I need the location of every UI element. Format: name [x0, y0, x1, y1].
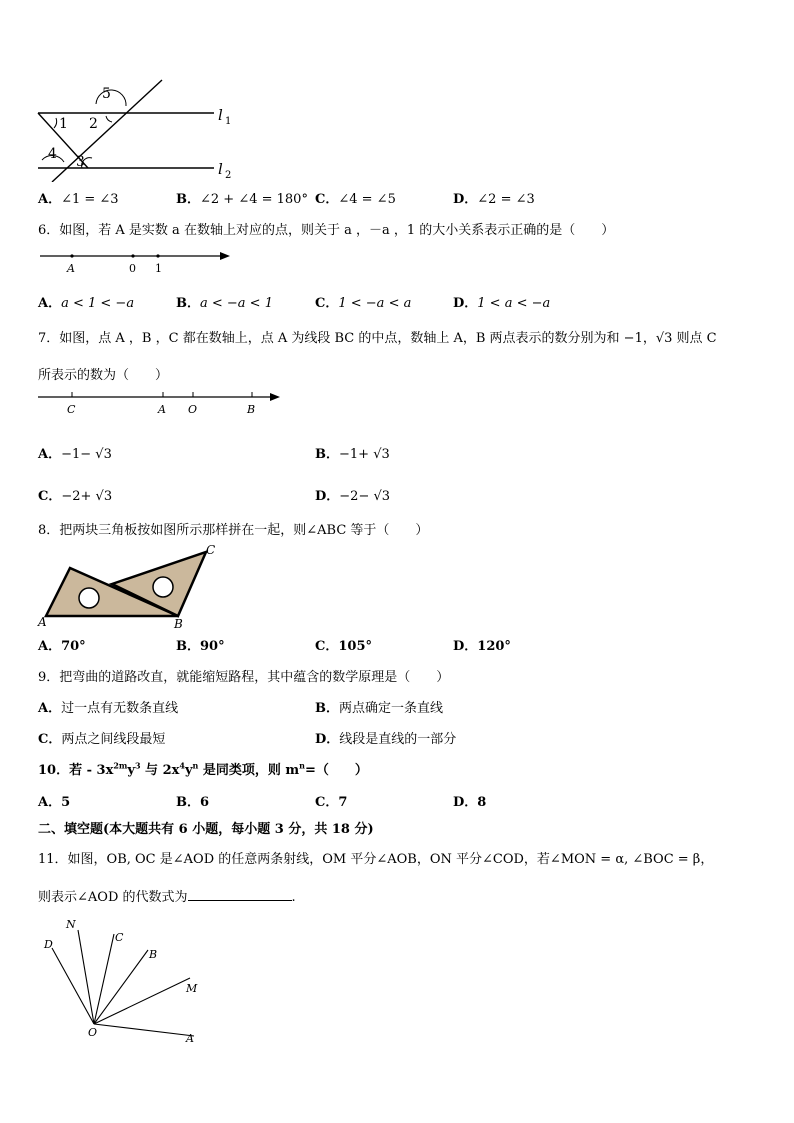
- option-text: 5: [61, 795, 71, 810]
- q7-option-d[interactable]: [315, 485, 390, 504]
- option-letter: C．: [315, 192, 339, 207]
- option-letter: B．: [176, 795, 200, 810]
- q11-stem-prefix: 则表示∠AOD 的代数式为: [38, 890, 188, 905]
- q7-stem-line2: 所表示的数为（ ）: [38, 368, 169, 383]
- q8-option-d[interactable]: [453, 635, 511, 654]
- option-letter: C．: [315, 639, 339, 654]
- point-zero-dot: [131, 254, 134, 257]
- label-l1-sub: 1: [225, 116, 232, 127]
- ray-oa: [94, 1024, 194, 1036]
- axis-arrow-icon: [270, 393, 280, 401]
- q10-text: 10．若 - 3x: [38, 763, 114, 778]
- option-letter: C．: [38, 489, 62, 504]
- option-letter: A．: [38, 701, 62, 716]
- option-text: −1− √3: [61, 447, 112, 462]
- option-letter: A．: [38, 192, 62, 207]
- option-letter: C．: [315, 296, 339, 311]
- q9-stem: 9．把弯曲的道路改直，就能缩短路程，其中蕴含的数学原理是（ ）: [38, 670, 450, 685]
- q9-option-d[interactable]: [315, 728, 456, 747]
- q5-parallel-lines-figure: [34, 78, 244, 182]
- label-m: M: [186, 982, 198, 995]
- label-c: C: [115, 931, 124, 944]
- option-letter: D．: [315, 489, 340, 504]
- option-text: 线段是直线的一部分: [339, 732, 457, 747]
- option-text: 两点之间线段最短: [61, 732, 166, 747]
- option-letter: D．: [453, 296, 478, 311]
- label-angle3: 3: [76, 154, 85, 170]
- option-letter: B．: [176, 639, 200, 654]
- q6-option-b[interactable]: [176, 292, 273, 311]
- q10-sup: 3: [134, 760, 141, 771]
- label-o: O: [88, 1026, 98, 1039]
- axis-label-c: C: [67, 403, 76, 416]
- option-text: 1 < a < −a: [477, 296, 551, 311]
- q10-text: 与 2x: [140, 763, 180, 778]
- q11-stem-line1: 11．如图，OB, OC 是∠AOD 的任意两条射线，OM 平分∠AOB，ON 平分∠COD，若∠MON = α, ∠BOC = β，: [38, 852, 714, 867]
- label-a: A: [38, 615, 47, 629]
- q10-text: y: [127, 763, 135, 778]
- label-d: D: [44, 938, 53, 951]
- option-text: 7: [338, 795, 348, 810]
- axis-label-o: O: [188, 403, 198, 416]
- option-text: ∠4 = ∠5: [338, 192, 396, 207]
- q10-text: 是同类项，则 m: [198, 763, 300, 778]
- triangle-left-hole: [79, 588, 99, 608]
- q6-option-d[interactable]: [453, 292, 550, 311]
- q10-text: =（ ）: [304, 763, 368, 778]
- option-letter: A．: [38, 447, 62, 462]
- label-angle1: 1: [59, 116, 68, 132]
- label-n: N: [66, 918, 76, 931]
- point-one-dot: [156, 254, 159, 257]
- option-text: −1+ √3: [339, 447, 390, 462]
- option-text: 8: [477, 795, 487, 810]
- q10-sup: 2m: [113, 760, 128, 771]
- q6-option-a[interactable]: [38, 292, 134, 311]
- ray-om: [94, 978, 190, 1024]
- answer-blank[interactable]: [188, 888, 292, 901]
- label-l2-sub: 2: [225, 170, 232, 181]
- option-text: ∠1 = ∠3: [61, 192, 119, 207]
- option-text: ∠2 = ∠3: [477, 192, 535, 207]
- q7-option-a[interactable]: [38, 443, 112, 462]
- q7-number-line: [36, 388, 286, 418]
- label-l1: l: [218, 106, 223, 124]
- option-text: 105°: [338, 639, 372, 654]
- label-angle4: 4: [48, 146, 57, 162]
- angle5-arc: [96, 90, 126, 106]
- option-letter: A．: [38, 639, 62, 654]
- option-text: 1 < −a < a: [338, 296, 412, 311]
- angle1-arc: [54, 118, 57, 128]
- option-text: 90°: [200, 639, 225, 654]
- q10-option-a[interactable]: [38, 791, 70, 810]
- q5-option-b[interactable]: [176, 188, 308, 207]
- q8-option-a[interactable]: [38, 635, 86, 654]
- axis-label-zero: 0: [129, 262, 136, 275]
- axis-label-a: A: [158, 403, 166, 416]
- option-text: 两点确定一条直线: [339, 701, 444, 716]
- option-letter: D．: [453, 795, 478, 810]
- q8-option-b[interactable]: [176, 635, 225, 654]
- q10-sup: 4: [179, 760, 185, 771]
- q10-sup: n: [192, 760, 199, 771]
- axis-label-b: B: [247, 403, 256, 416]
- q8-stem: 8．把两块三角板按如图所示那样拼在一起，则∠ABC 等于（ ）: [38, 523, 429, 538]
- q5-option-d[interactable]: [453, 188, 535, 207]
- q10-option-c[interactable]: [315, 791, 347, 810]
- q10-option-b[interactable]: [176, 791, 209, 810]
- q6-option-c[interactable]: [315, 292, 411, 311]
- label-c: C: [206, 543, 216, 557]
- option-text: −2− √3: [339, 489, 391, 504]
- q9-option-a[interactable]: [38, 697, 178, 716]
- option-text: a < −a < 1: [200, 296, 273, 311]
- axis-label-a: A: [67, 262, 75, 275]
- q5-option-a[interactable]: [38, 188, 119, 207]
- axis-arrow-icon: [220, 252, 230, 260]
- q7-option-c[interactable]: [38, 485, 112, 504]
- point-a-dot: [70, 254, 73, 257]
- option-text: ∠2 + ∠4 = 180°: [200, 192, 308, 207]
- option-text: −2+ √3: [61, 489, 113, 504]
- q10-text: y: [184, 763, 193, 778]
- q11-rays-figure: [36, 914, 206, 1046]
- q11-stem-suffix: .: [291, 890, 296, 905]
- option-text: 6: [200, 795, 210, 810]
- option-letter: C．: [38, 732, 62, 747]
- q7-option-b[interactable]: [315, 443, 390, 462]
- q9-option-c[interactable]: [38, 728, 165, 747]
- q6-number-line: [36, 248, 236, 276]
- option-letter: D．: [453, 192, 478, 207]
- label-b: B: [174, 617, 183, 630]
- option-letter: D．: [315, 732, 340, 747]
- option-letter: D．: [453, 639, 478, 654]
- q10-option-d[interactable]: [453, 791, 486, 810]
- label-angle2: 2: [89, 116, 98, 132]
- option-letter: B．: [315, 447, 339, 462]
- option-letter: B．: [176, 296, 200, 311]
- q11-stem-line2: [38, 886, 296, 905]
- angle2-arc: [106, 116, 112, 122]
- q5-option-c[interactable]: [315, 188, 396, 207]
- axis-label-one: 1: [155, 262, 162, 275]
- q8-option-c[interactable]: [315, 635, 372, 654]
- label-l2: l: [218, 160, 223, 178]
- q10-stem: [38, 759, 368, 778]
- option-letter: A．: [38, 795, 62, 810]
- triangle-right-hole: [153, 577, 173, 597]
- option-text: a < 1 < −a: [61, 296, 135, 311]
- option-text: 120°: [477, 639, 511, 654]
- q9-option-b[interactable]: [315, 697, 443, 716]
- section-heading: 二、填空题(本大题共有 6 小题，每小题 3 分，共 18 分): [38, 822, 374, 837]
- option-letter: B．: [176, 192, 200, 207]
- q10-sup: n: [299, 760, 305, 771]
- label-angle5: 5: [102, 86, 111, 102]
- option-letter: A．: [38, 296, 62, 311]
- option-text: 70°: [61, 639, 86, 654]
- label-b: B: [149, 948, 158, 961]
- q6-stem: 6．如图，若 A 是实数 a 在数轴上对应的点，则关于 a ，－a ，1 的大小关系表示正确的是（ ）: [38, 223, 615, 238]
- q7-stem-line1: 7．如图，点 A ，B ，C 都在数轴上，点 A 为线段 BC 的中点，数轴上 A，B 两点表示的数分别为和 −1，√3 则点 C: [38, 331, 717, 346]
- label-a: A: [186, 1032, 194, 1045]
- q8-triangles-figure: [36, 540, 226, 630]
- option-letter: B．: [315, 701, 339, 716]
- option-text: 过一点有无数条直线: [61, 701, 179, 716]
- option-letter: C．: [315, 795, 339, 810]
